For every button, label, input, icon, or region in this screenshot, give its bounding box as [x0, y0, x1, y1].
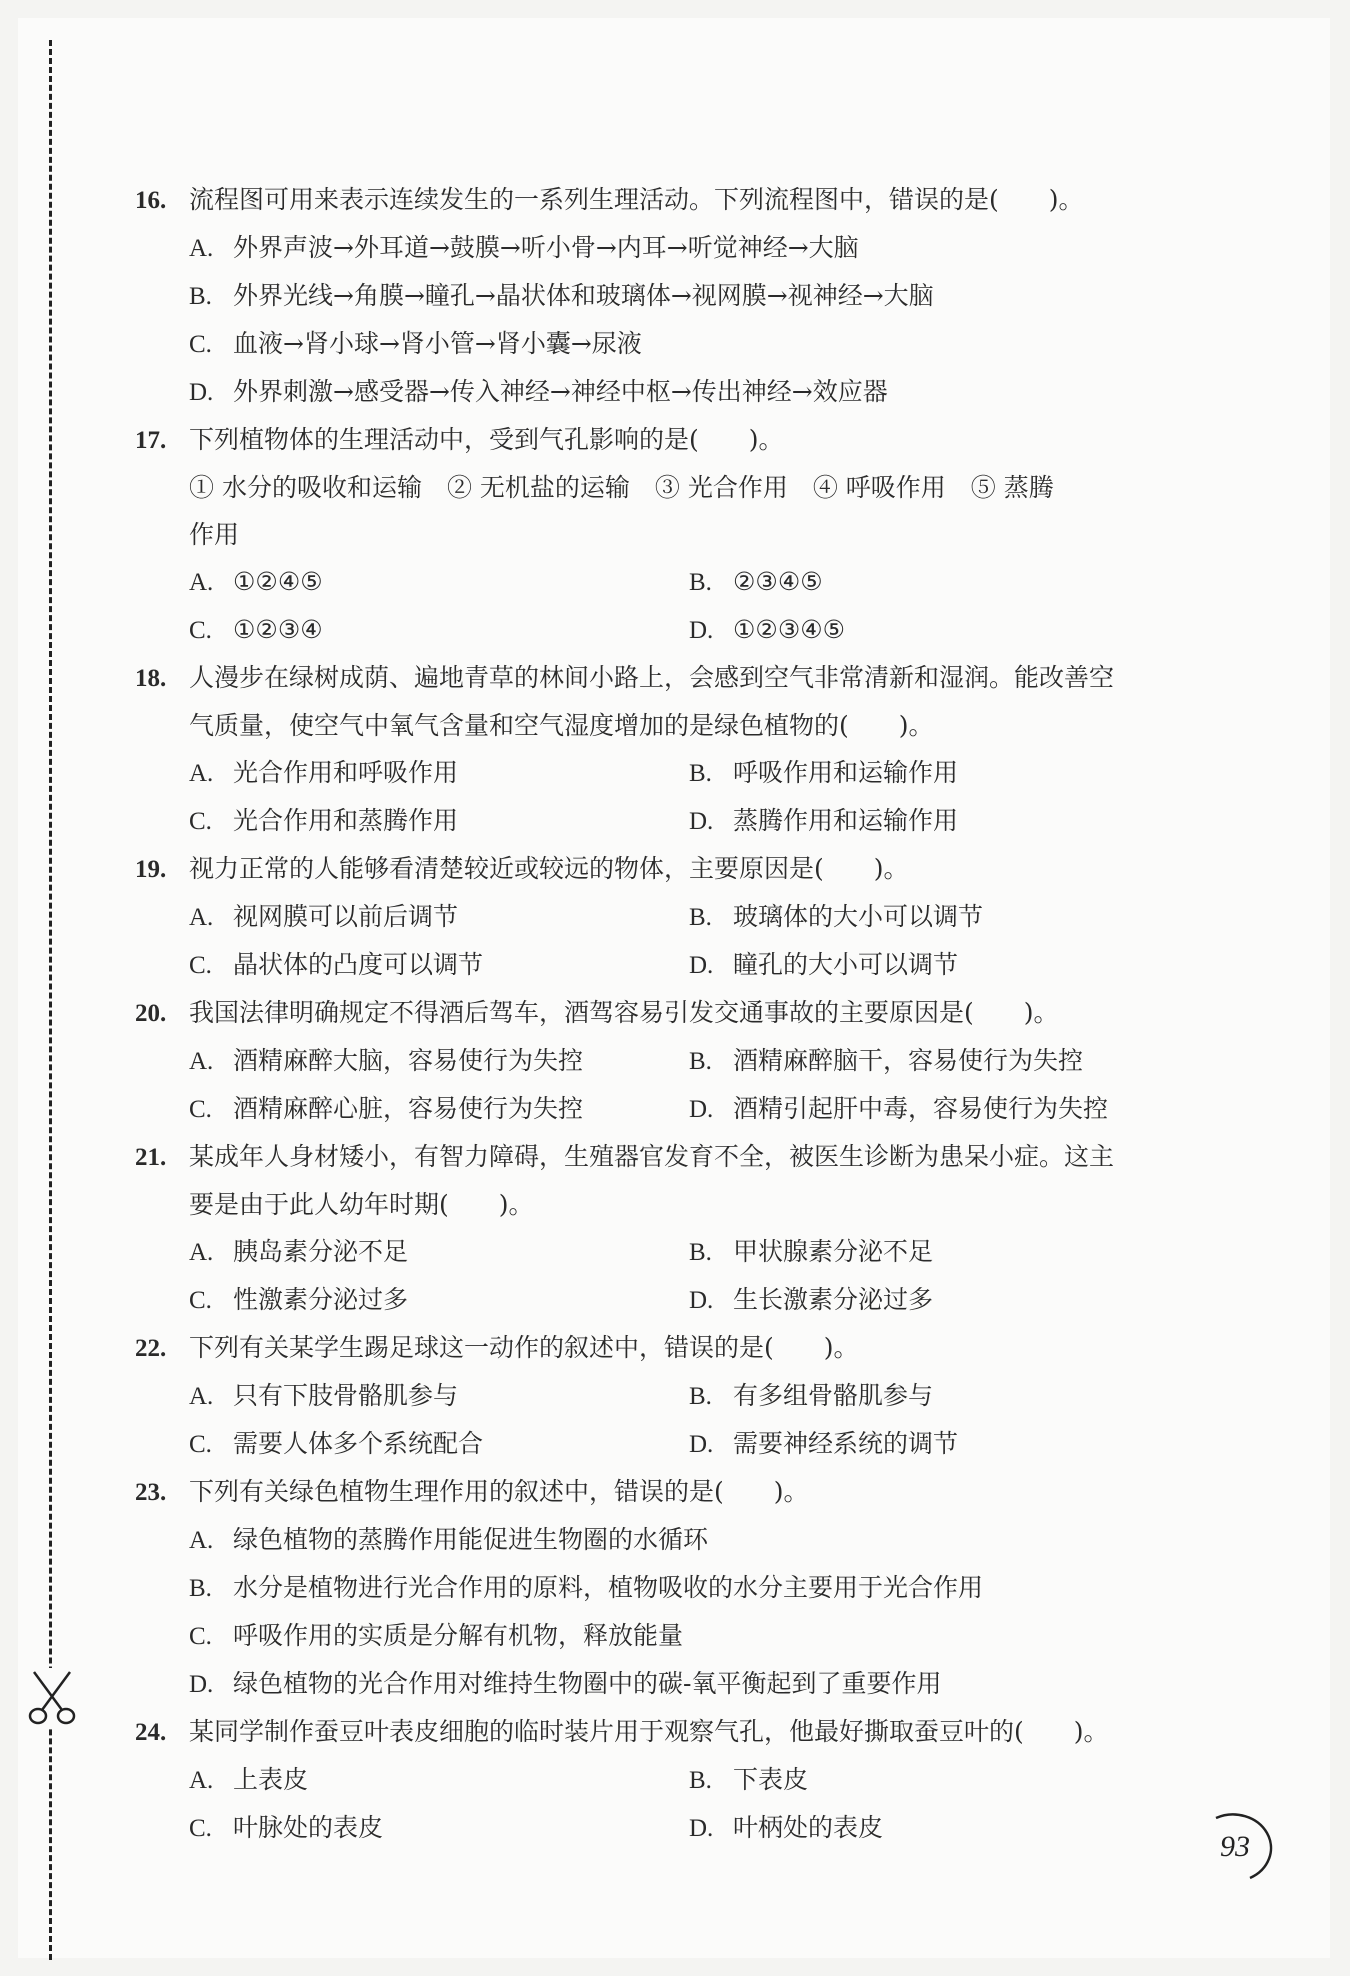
option-a: A. 上表皮 [189, 1765, 309, 1794]
option-b: B. 有多组骨骼肌参与 [689, 1381, 934, 1410]
option-row [135, 606, 1215, 654]
question-number: 16. [135, 187, 167, 214]
option-row [135, 749, 1215, 797]
question-stem [135, 1708, 1215, 1756]
option-c: C. 性激素分泌过多 [189, 1285, 409, 1314]
question-text: 流程图可用来表示连续发生的一系列生理活动。下列流程图中，错误的是( )。 [189, 185, 1084, 214]
option-row [135, 1037, 1215, 1085]
option-a: A. 酒精麻醉大脑，容易使行为失控 [189, 1046, 584, 1075]
option-b: B. 酒精麻醉脑干，容易使行为失控 [689, 1046, 1084, 1075]
question-text-continued: ① 水分的吸收和运输 ② 无机盐的运输 ③ 光合作用 ④ 呼吸作用 ⑤ 蒸腾 [189, 473, 1054, 502]
option-d: D. 蒸腾作用和运输作用 [689, 806, 959, 835]
question-text-continued: 气质量，使空气中氧气含量和空气湿度增加的是绿色植物的( )。 [189, 711, 934, 740]
question-number: 23. [135, 1479, 167, 1506]
option-c: C. 叶脉处的表皮 [189, 1813, 384, 1842]
question-16 [135, 176, 1215, 416]
question-text: 人漫步在绿树成荫、遍地青草的林间小路上，会感到空气非常清新和湿润。能改善空 [189, 663, 1115, 692]
question-number: 24. [135, 1719, 167, 1746]
question-text: 下列植物体的生理活动中，受到气孔影响的是( )。 [189, 425, 784, 454]
question-22 [135, 1324, 1215, 1468]
option-c: C. ①②③④ [189, 615, 323, 644]
option-b: B. 甲状腺素分泌不足 [689, 1237, 934, 1266]
option-a: A. 光合作用和呼吸作用 [189, 758, 459, 787]
option-d: D. 绿色植物的光合作用对维持生物圈中的碳-氧平衡起到了重要作用 [189, 1669, 942, 1698]
option-row [135, 1420, 1215, 1468]
page-number: 93 [1198, 1812, 1278, 1884]
question-text: 某成年人身材矮小，有智力障碍，生殖器官发育不全，被医生诊断为患呆小症。这主 [189, 1142, 1115, 1171]
option-a: A. 外界声波→外耳道→鼓膜→听小骨→内耳→听觉神经→大脑 [189, 233, 859, 262]
option-row [135, 1804, 1215, 1852]
option-c: C. 血液→肾小球→肾小管→肾小囊→尿液 [189, 329, 642, 358]
option-d: D. 瞳孔的大小可以调节 [689, 950, 959, 979]
question-text: 下列有关绿色植物生理作用的叙述中，错误的是( )。 [189, 1477, 809, 1506]
option-b: B. 呼吸作用和运输作用 [689, 758, 959, 787]
question-text: 下列有关某学生踢足球这一动作的叙述中，错误的是( )。 [189, 1333, 859, 1362]
option-c: C. 晶状体的凸度可以调节 [189, 950, 484, 979]
option-d: D. 需要神经系统的调节 [689, 1429, 959, 1458]
option-d: D. 外界刺激→感受器→传入神经→神经中枢→传出神经→效应器 [189, 377, 888, 406]
question-19 [135, 845, 1215, 989]
option-d: D. 叶柄处的表皮 [689, 1813, 884, 1842]
question-number: 18. [135, 665, 167, 692]
question-stem [135, 416, 1215, 464]
question-number: 21. [135, 1144, 167, 1171]
question-text-continued: 要是由于此人幼年时期( )。 [189, 1190, 534, 1219]
question-list [135, 176, 1215, 1852]
question-stem [135, 176, 1215, 224]
question-stem [135, 1324, 1215, 1372]
option-c: C. 呼吸作用的实质是分解有机物，释放能量 [189, 1621, 684, 1650]
option-row [135, 797, 1215, 845]
question-number: 17. [135, 427, 167, 454]
option-b: B. 玻璃体的大小可以调节 [689, 902, 984, 931]
option-a: A. 只有下肢骨骼肌参与 [189, 1381, 459, 1410]
option-c: C. 酒精麻醉心脏，容易使行为失控 [189, 1094, 584, 1123]
question-stem [135, 1468, 1215, 1516]
scissors-icon [26, 1668, 78, 1728]
option-b: B. 下表皮 [689, 1765, 809, 1794]
question-text: 视力正常的人能够看清楚较近或较远的物体，主要原因是( )。 [189, 854, 909, 883]
question-21 [135, 1133, 1215, 1324]
question-number: 22. [135, 1335, 167, 1362]
question-text-continued: 作用 [189, 520, 240, 549]
question-text: 某同学制作蚕豆叶表皮细胞的临时装片用于观察气孔，他最好撕取蚕豆叶的( )。 [189, 1717, 1109, 1746]
option-row [135, 558, 1215, 606]
question-23 [135, 1468, 1215, 1708]
question-number: 20. [135, 1000, 167, 1027]
question-17 [135, 416, 1215, 654]
option-row [135, 941, 1215, 989]
option-a: A. ①②④⑤ [189, 567, 323, 596]
option-c: C. 需要人体多个系统配合 [189, 1429, 484, 1458]
question-stem [135, 654, 1215, 702]
question-24 [135, 1708, 1215, 1852]
option-c: C. 光合作用和蒸腾作用 [189, 806, 459, 835]
option-a: A. 视网膜可以前后调节 [189, 902, 459, 931]
option-row [135, 1756, 1215, 1804]
option-a: A. 绿色植物的蒸腾作用能促进生物圈的水循环 [189, 1525, 709, 1554]
option-d: D. 生长激素分泌过多 [689, 1285, 934, 1314]
question-text: 我国法律明确规定不得酒后驾车，酒驾容易引发交通事故的主要原因是( )。 [189, 998, 1059, 1027]
question-stem [135, 989, 1215, 1037]
option-row [135, 1085, 1215, 1133]
option-b: B. 外界光线→角膜→瞳孔→晶状体和玻璃体→视网膜→视神经→大脑 [189, 281, 934, 310]
question-stem [135, 1133, 1215, 1181]
option-row [135, 1276, 1215, 1324]
question-number: 19. [135, 856, 167, 883]
option-row [135, 1228, 1215, 1276]
option-row [135, 1372, 1215, 1420]
option-b: B. 水分是植物进行光合作用的原料，植物吸收的水分主要用于光合作用 [189, 1573, 984, 1602]
option-d: D. 酒精引起肝中毒，容易使行为失控 [689, 1094, 1109, 1123]
option-b: B. ②③④⑤ [689, 567, 823, 596]
question-18 [135, 654, 1215, 845]
question-20 [135, 989, 1215, 1133]
option-d: D. ①②③④⑤ [689, 615, 846, 644]
option-row [135, 893, 1215, 941]
option-a: A. 胰岛素分泌不足 [189, 1237, 409, 1266]
question-stem [135, 845, 1215, 893]
